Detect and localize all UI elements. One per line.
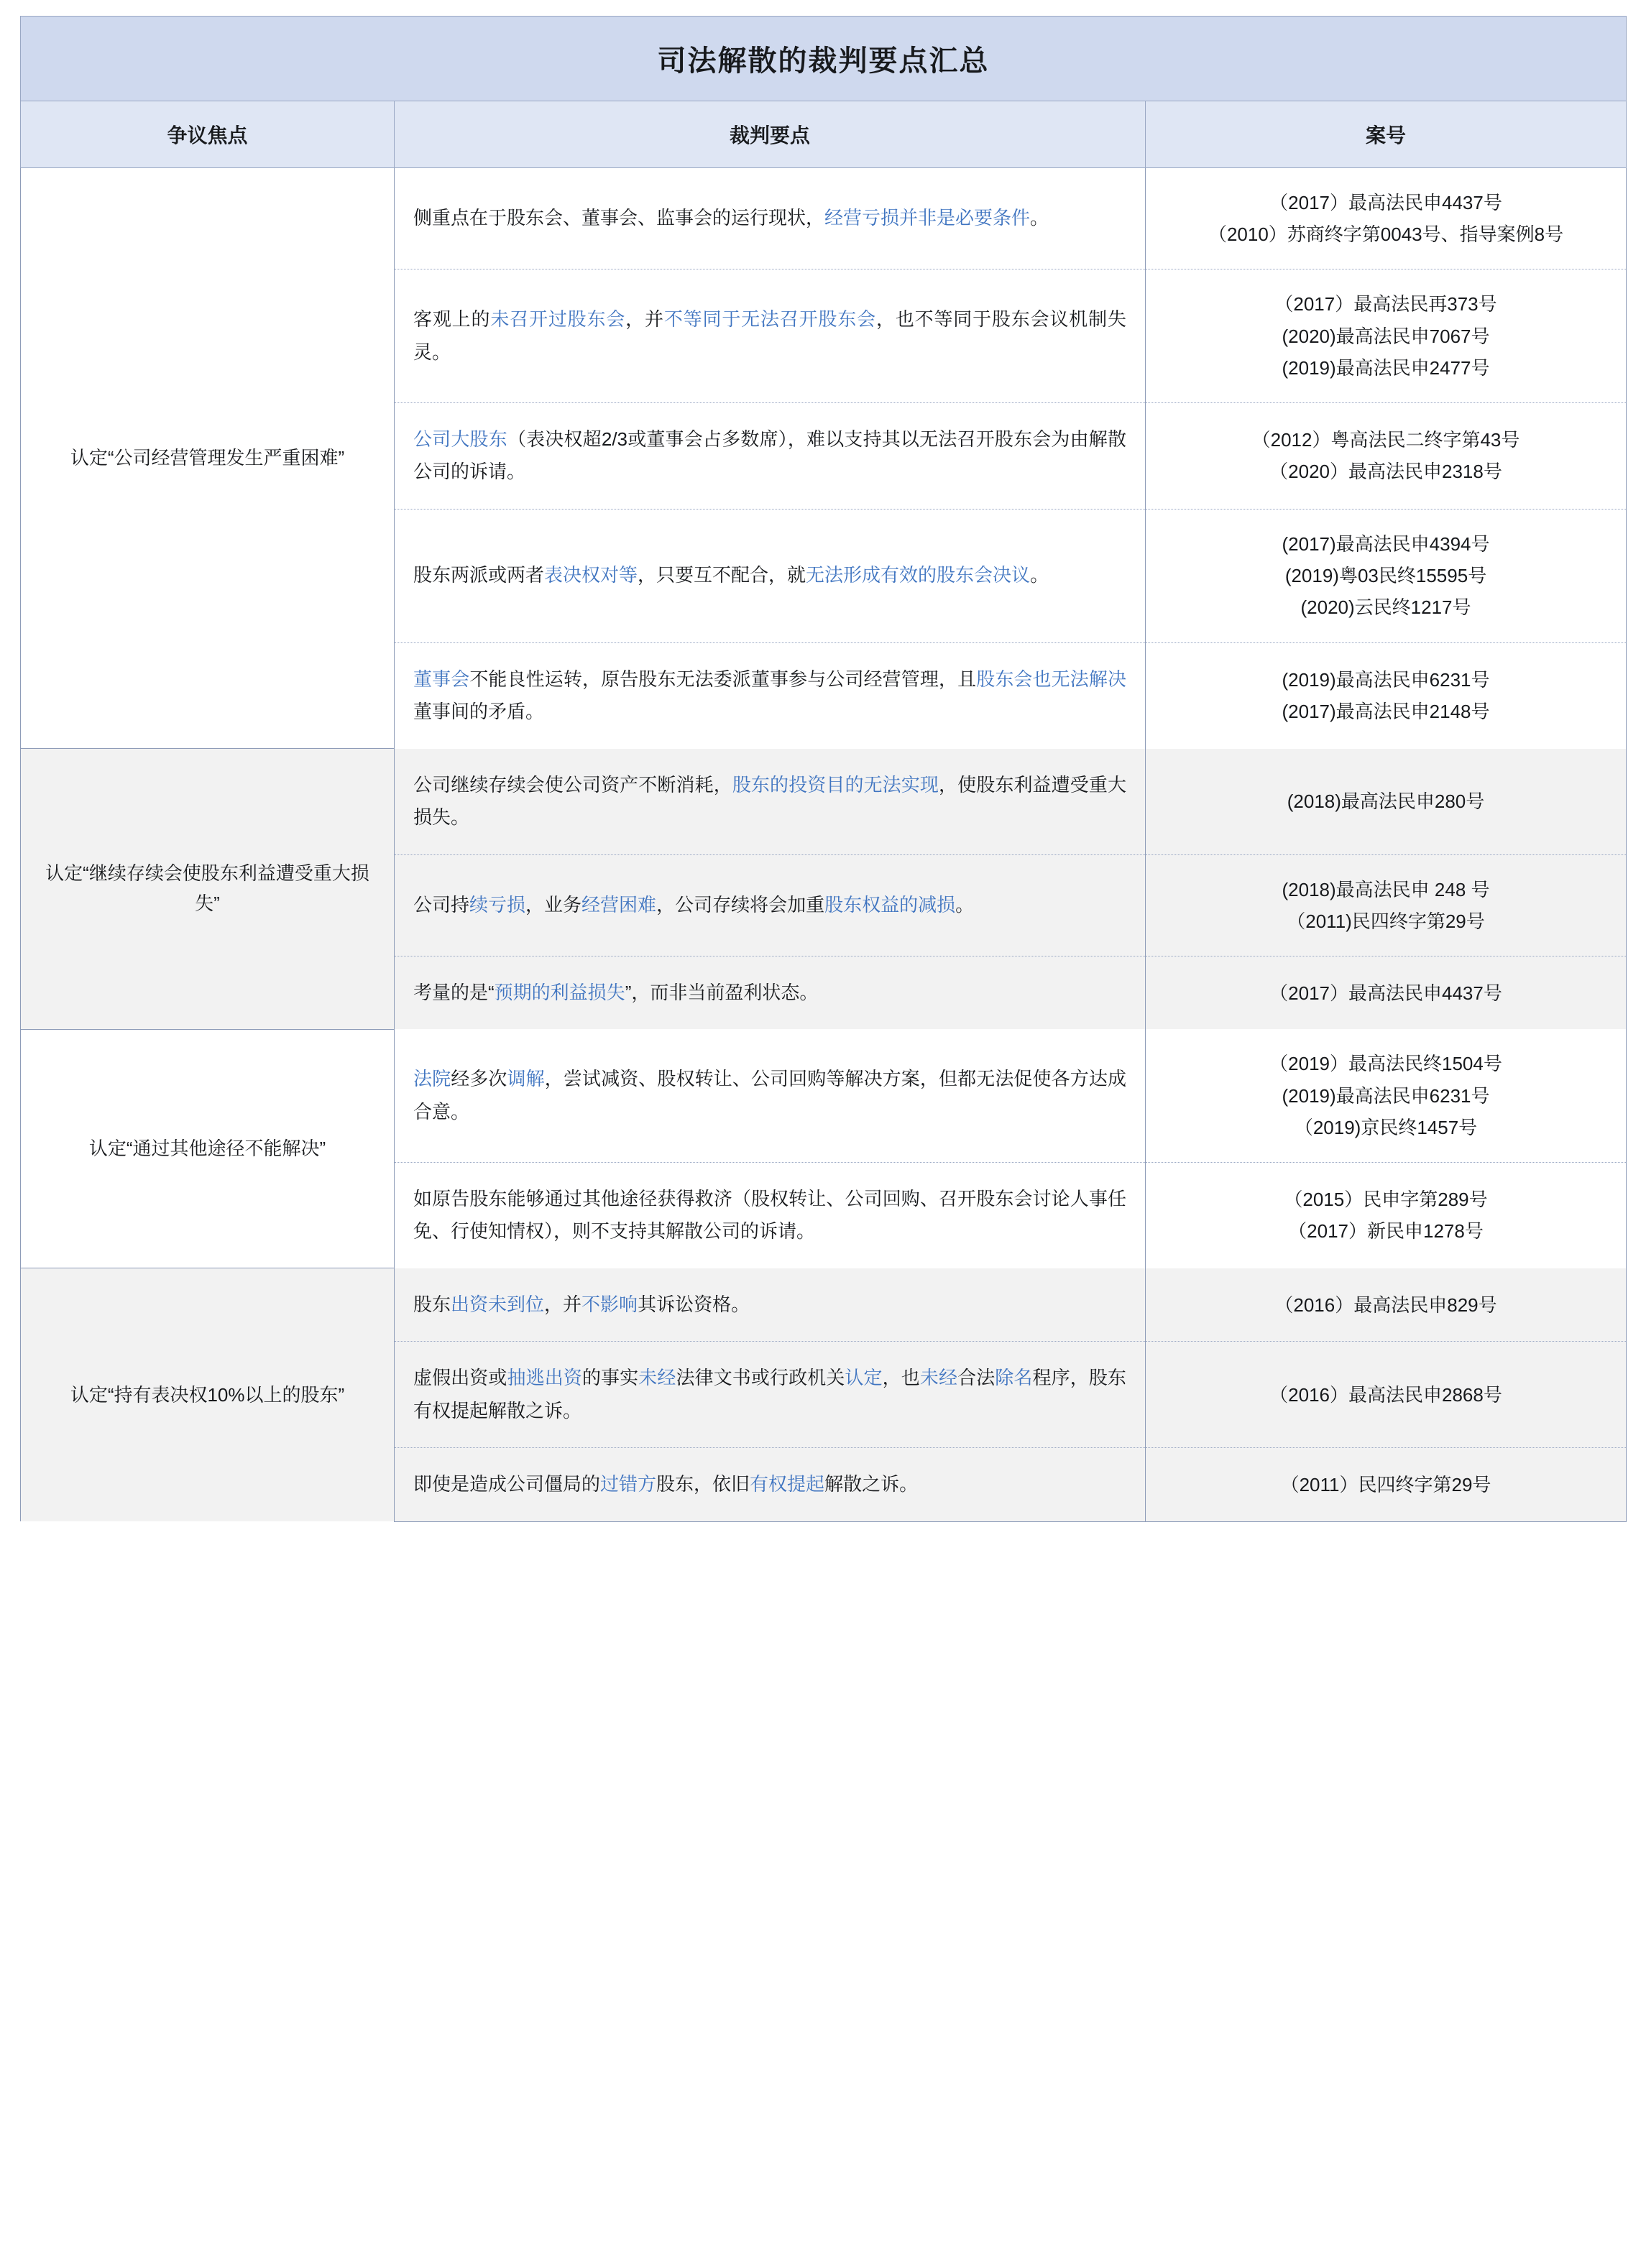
case-number: （2016）最高法民申829号 bbox=[1274, 1294, 1497, 1316]
table-row bbox=[21, 168, 1627, 269]
highlighted-text: 股东会也无法解决 bbox=[976, 668, 1126, 690]
highlighted-text: 表决权对等 bbox=[544, 564, 638, 586]
plain-text: ”，而非当前盈利状态。 bbox=[625, 981, 819, 1003]
table-row bbox=[21, 1268, 1627, 1342]
judgment-point-cell bbox=[395, 956, 1146, 1029]
highlighted-text: 续亏损 bbox=[469, 893, 526, 916]
case-number-cell bbox=[1146, 642, 1627, 749]
column-header-case: 案号 bbox=[1146, 101, 1627, 168]
case-number: （2019)京民终1457号 bbox=[1294, 1116, 1478, 1138]
judgment-point-cell bbox=[395, 168, 1146, 269]
column-header-focus: 争议焦点 bbox=[21, 101, 395, 168]
highlighted-text: 未经 bbox=[919, 1367, 958, 1389]
title-row bbox=[21, 17, 1627, 101]
highlighted-text: 董事会 bbox=[413, 668, 470, 690]
header-row bbox=[21, 101, 1627, 168]
case-number: (2017)最高法民申2148号 bbox=[1282, 701, 1490, 722]
highlighted-text: 除名 bbox=[995, 1367, 1033, 1389]
highlighted-text: 经营亏损并非是必要条件 bbox=[824, 207, 1031, 229]
case-number-cell bbox=[1146, 402, 1627, 509]
judgment-point-cell bbox=[395, 749, 1146, 855]
plain-text: 考量的是“ bbox=[413, 981, 495, 1003]
judgment-point-cell bbox=[395, 1448, 1146, 1522]
column-header-point: 裁判要点 bbox=[395, 101, 1146, 168]
table-row bbox=[21, 749, 1627, 855]
plain-text: 公司持 bbox=[413, 893, 470, 916]
case-number: (2020)最高法民申7067号 bbox=[1282, 325, 1490, 347]
plain-text: 。 bbox=[1030, 564, 1049, 586]
plain-text: 虚假出资或 bbox=[413, 1367, 507, 1389]
highlighted-text: 有权提起 bbox=[750, 1473, 825, 1495]
plain-text: ，也不等同于股东会议机制失灵。 bbox=[413, 308, 1126, 363]
case-number: （2015）民申字第289号 bbox=[1284, 1189, 1488, 1211]
dispute-focus-cell: 认定“通过其他途径不能解决” bbox=[21, 1029, 395, 1268]
plain-text: 即使是造成公司僵局的 bbox=[413, 1473, 601, 1495]
case-number: (2019)最高法民申2477号 bbox=[1282, 356, 1490, 379]
case-number: （2017）最高法民再373号 bbox=[1274, 293, 1497, 315]
plain-text: 。 bbox=[1030, 207, 1049, 229]
case-number: （2016）最高法民申2868号 bbox=[1269, 1383, 1502, 1406]
case-number-cell bbox=[1146, 1029, 1627, 1162]
plain-text: 法律文书或行政机关 bbox=[676, 1367, 845, 1389]
plain-text: 客观上的 bbox=[413, 308, 491, 331]
plain-text: ，业务 bbox=[525, 893, 582, 916]
plain-text: 股东，依旧 bbox=[656, 1473, 750, 1495]
table-head bbox=[21, 17, 1627, 168]
case-number: （2019）最高法民终1504号 bbox=[1269, 1053, 1502, 1075]
plain-text: 如原告股东能够通过其他途径获得救济（股权转让、公司回购、召开股东会讨论人事任免、行使知情权），则不支持其解散公司的诉请。 bbox=[413, 1187, 1126, 1243]
judgment-point-cell bbox=[395, 269, 1146, 403]
plain-text: ，并 bbox=[544, 1293, 582, 1315]
plain-text: 经多次 bbox=[451, 1068, 507, 1090]
table-row bbox=[21, 1029, 1627, 1162]
case-number: (2019)最高法民申6231号 bbox=[1282, 668, 1490, 691]
case-number: (2020)云民终1217号 bbox=[1300, 596, 1471, 619]
case-number-cell bbox=[1146, 269, 1627, 403]
highlighted-text: 抽逃出资 bbox=[507, 1367, 582, 1389]
plain-text: （表决权超2/3或董事会占多数席），难以支持其以无法召开股东会为由解散公司的诉请。 bbox=[413, 428, 1126, 483]
plain-text: ，尝试减资、股权转让、公司回购等解决方案，但都无法促使各方达成合意。 bbox=[413, 1068, 1126, 1123]
highlighted-text: 股东权益的减损 bbox=[824, 893, 956, 916]
judgment-point-cell bbox=[395, 402, 1146, 509]
plain-text: 其诉讼资格。 bbox=[638, 1293, 750, 1315]
plain-text: 的事实 bbox=[581, 1367, 639, 1389]
highlighted-text: 公司大股东 bbox=[413, 428, 507, 450]
highlighted-text: 认定 bbox=[845, 1367, 883, 1389]
case-number: （2010）苏商终字第0043号、指导案例8号 bbox=[1208, 223, 1564, 246]
highlighted-text: 不影响 bbox=[581, 1293, 638, 1315]
highlighted-text: 经营困难 bbox=[581, 893, 657, 916]
case-number-cell bbox=[1146, 1162, 1627, 1268]
dispute-focus-cell: 认定“持有表决权10%以上的股东” bbox=[21, 1268, 395, 1522]
plain-text: 董事间的矛盾。 bbox=[413, 701, 545, 722]
highlighted-text: 无法形成有效的股东会决议 bbox=[806, 564, 1031, 586]
highlighted-text: 法院 bbox=[413, 1068, 451, 1090]
plain-text: 。 bbox=[955, 893, 975, 916]
case-number: （2012）粤高法民二终字第43号 bbox=[1251, 429, 1520, 451]
plain-text: ，公司存续将会加重 bbox=[656, 893, 825, 916]
highlighted-text: 预期的利益损失 bbox=[494, 981, 625, 1003]
highlighted-text: 调解 bbox=[507, 1068, 545, 1090]
case-number: （2017）新民申1278号 bbox=[1288, 1220, 1484, 1243]
highlighted-text: 出资未到位 bbox=[451, 1293, 545, 1315]
table-title: 司法解散的裁判要点汇总 bbox=[21, 17, 1627, 101]
case-number: (2018)最高法民申 248 号 bbox=[1282, 878, 1490, 900]
highlighted-text: 不等同于无法召开股东会 bbox=[663, 308, 876, 331]
highlighted-text: 过错方 bbox=[600, 1473, 657, 1495]
case-number: （2017）最高法民申4437号 bbox=[1269, 982, 1502, 1004]
case-number-cell bbox=[1146, 1448, 1627, 1522]
case-number: (2019)最高法民申6231号 bbox=[1282, 1084, 1490, 1107]
case-number: （2011)民四终字第29号 bbox=[1287, 910, 1485, 932]
judgment-point-cell bbox=[395, 1342, 1146, 1448]
plain-text: ，只要互不配合，就 bbox=[638, 564, 806, 586]
judgment-point-cell bbox=[395, 1162, 1146, 1268]
case-number: (2017)最高法民申4394号 bbox=[1282, 533, 1490, 555]
judgment-point-cell bbox=[395, 509, 1146, 642]
plain-text: 程序，股东有权提起解散之诉。 bbox=[413, 1367, 1126, 1421]
case-number: （2011）民四终字第29号 bbox=[1280, 1474, 1491, 1496]
dispute-focus-cell: 认定“公司经营管理发生严重困难” bbox=[21, 168, 395, 749]
plain-text: ，并 bbox=[625, 308, 664, 331]
highlighted-text: 未经 bbox=[638, 1367, 676, 1389]
highlighted-text: 股东的投资目的无法实现 bbox=[732, 773, 939, 796]
judgment-points-table bbox=[20, 16, 1627, 1522]
case-number-cell bbox=[1146, 749, 1627, 855]
case-number-cell bbox=[1146, 1268, 1627, 1342]
case-number-cell bbox=[1146, 854, 1627, 956]
plain-text: ，使股东利益遭受重大损失。 bbox=[413, 773, 1126, 828]
table-body bbox=[21, 168, 1627, 1522]
judgment-point-cell bbox=[395, 854, 1146, 956]
plain-text: 股东两派或两者 bbox=[413, 564, 545, 586]
case-number: (2019)粤03民终15595号 bbox=[1284, 565, 1487, 587]
case-number-cell bbox=[1146, 956, 1627, 1029]
dispute-focus-cell: 认定“继续存续会使股东利益遭受重大损失” bbox=[21, 749, 395, 1030]
plain-text: ，也 bbox=[882, 1367, 920, 1389]
plain-text: 解散之诉。 bbox=[824, 1473, 919, 1495]
plain-text: 不能良性运转，原告股东无法委派董事参与公司经营管理，且 bbox=[469, 668, 977, 690]
highlighted-text: 未召开过股东会 bbox=[490, 308, 626, 331]
case-number: (2018)最高法民申280号 bbox=[1287, 790, 1485, 812]
judgment-point-cell bbox=[395, 1029, 1146, 1162]
plain-text: 合法 bbox=[957, 1367, 996, 1389]
case-number: （2017）最高法民申4437号 bbox=[1269, 192, 1502, 213]
case-number: （2020）最高法民申2318号 bbox=[1269, 461, 1502, 483]
judgment-point-cell bbox=[395, 1268, 1146, 1342]
plain-text: 股东 bbox=[413, 1293, 451, 1315]
plain-text: 公司继续存续会使公司资产不断消耗， bbox=[413, 773, 732, 796]
case-number-cell bbox=[1146, 1342, 1627, 1448]
case-number-cell bbox=[1146, 509, 1627, 642]
judgment-point-cell bbox=[395, 642, 1146, 749]
case-number-cell bbox=[1146, 168, 1627, 269]
plain-text: 侧重点在于股东会、董事会、监事会的运行现状， bbox=[413, 207, 825, 229]
